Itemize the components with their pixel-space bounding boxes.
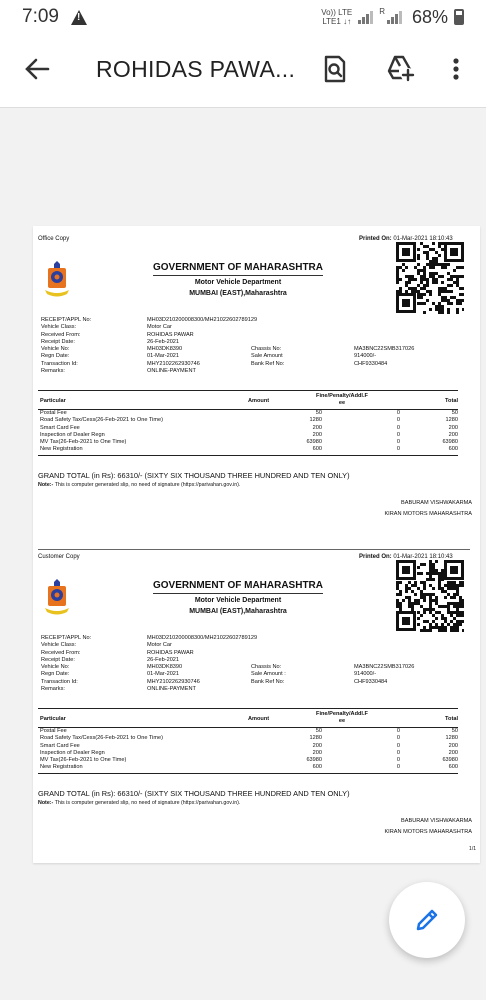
fee-fine: 0 (396, 410, 400, 416)
fee-fine: 0 (396, 764, 400, 771)
detail-row (41, 324, 461, 331)
detail-row (41, 642, 461, 649)
detail-value: 26-Feb-2021 (147, 656, 180, 663)
fee-row (38, 750, 458, 757)
detail-label: Vehicle No: (41, 664, 70, 671)
detail-label: Regn Date: (41, 671, 70, 678)
detail-value: CHF9330484 (354, 678, 388, 685)
detail-label: Remarks: (41, 368, 65, 375)
document-title: ROHIDAS PAWA... (96, 56, 296, 82)
fee-row (38, 425, 458, 432)
fee-particular: Smart Card Fee (40, 742, 80, 749)
status-bar (0, 0, 486, 34)
fee-total: 50 (451, 410, 458, 416)
signatory-name: BABURAM VISHWAKARMA (401, 500, 472, 506)
fee-fine: 0 (396, 439, 400, 446)
detail-value: MHY2102262930746 (147, 360, 200, 367)
fee-row (38, 728, 458, 735)
detail-value: 914000/- (354, 671, 377, 678)
fee-particular: MV Tax(26-Feb-2021 to One Time) (40, 757, 127, 764)
fee-amount: 63980 (306, 757, 322, 764)
printed-on: Printed On: 01-Mar-2021 18:10:43 (359, 236, 453, 242)
fee-fine: 0 (396, 735, 400, 742)
detail-label: RECEIPT/APPL No: (41, 635, 92, 641)
warning-icon (71, 10, 87, 25)
detail-label: Transaction Id: (41, 678, 78, 685)
detail-row (41, 339, 461, 346)
search-document-icon[interactable] (320, 54, 350, 84)
detail-label: Sale Amount (251, 353, 283, 360)
receipt-office-copy (33, 226, 480, 516)
detail-value: 01-Mar-2021 (147, 671, 180, 678)
detail-row (41, 361, 461, 368)
signatory-org: KIRAN MOTORS MAHARASHTRA (384, 829, 472, 835)
government-title: GOVERNMENT OF MAHARASHTRA (153, 262, 323, 276)
copy-label: Office Copy (38, 236, 70, 242)
computer-generated-note: Note:- This is computer generated slip, no need of signature (https://parivahan.gov.in). (38, 800, 241, 806)
detail-row (41, 317, 461, 324)
signal-2-icon (387, 10, 402, 24)
detail-label: Bank Ref No: (251, 360, 285, 367)
fee-fine: 0 (396, 417, 400, 424)
detail-label: Vehicle Class: (41, 642, 77, 649)
fees-body (38, 410, 458, 454)
detail-label: Bank Ref No: (251, 678, 285, 685)
fee-fine: 0 (396, 728, 400, 734)
qr-code (396, 560, 464, 632)
fee-particular: Road Safety Tax/Cess(26-Feb-2021 to One Time) (40, 735, 164, 742)
app-bar (0, 34, 486, 108)
edit-fab[interactable] (389, 882, 465, 958)
copy-label: Customer Copy (38, 554, 80, 560)
maharashtra-emblem-icon (41, 578, 73, 618)
pdf-page[interactable] (33, 226, 480, 863)
detail-value: ONLINE-PAYMENT (147, 368, 196, 375)
fee-fine: 0 (396, 749, 400, 756)
detail-value: ONLINE-PAYMENT (147, 686, 196, 693)
fee-fine: 0 (396, 446, 400, 453)
office-city: MUMBAI (EAST),Maharashtra (189, 290, 287, 297)
fee-particular: Postal Fee (40, 410, 67, 416)
fees-bottom-rule (38, 455, 458, 456)
fee-row (38, 432, 458, 439)
receipt-details (41, 635, 461, 693)
fee-row (38, 417, 458, 424)
detail-row (41, 332, 461, 339)
department-name: Motor Vehicle Department (194, 597, 282, 604)
detail-label: Receipt Date: (41, 338, 75, 345)
qr-code (396, 242, 464, 314)
department-name: Motor Vehicle Department (194, 279, 282, 286)
detail-label: Vehicle Class: (41, 324, 77, 331)
fees-body (38, 728, 458, 772)
office-city: MUMBAI (EAST),Maharashtra (189, 608, 287, 615)
detail-row (41, 368, 461, 375)
receipt-details (41, 317, 461, 375)
detail-value: ROHIDAS PAWAR (147, 331, 194, 338)
fee-total: 200 (448, 424, 458, 431)
status-indicators (321, 7, 464, 28)
fee-fine: 0 (396, 757, 400, 764)
fee-particular: Road Safety Tax/Cess(26-Feb-2021 to One Time) (40, 417, 164, 424)
detail-value: MH03DK8390 (147, 346, 183, 353)
volte-lte-indicator: Vo)) LTE LTE1 ↓↑ (321, 8, 353, 26)
fee-total: 600 (448, 764, 458, 771)
detail-label: Received From: (41, 649, 81, 656)
detail-row (41, 679, 461, 686)
fee-total: 200 (448, 749, 458, 756)
fee-particular: Postal Fee (40, 728, 67, 734)
detail-value: 01-Mar-2021 (147, 353, 180, 360)
detail-value: Motor Car (147, 642, 172, 649)
fee-amount: 1280 (309, 417, 322, 424)
government-title: GOVERNMENT OF MAHARASHTRA (153, 580, 323, 594)
page-number: 1/1 (469, 846, 476, 852)
fee-amount: 63980 (306, 439, 322, 446)
fee-amount: 200 (312, 431, 322, 438)
signatory-name: BABURAM VISHWAKARMA (401, 818, 472, 824)
fee-particular: Inspection of Dealer Regn (40, 431, 105, 438)
fee-fine: 0 (396, 431, 400, 438)
detail-label: Sale Amount : (251, 671, 286, 678)
detail-value: MA3BNC22SMB317026 (354, 664, 415, 671)
fee-particular: New Registration (40, 764, 83, 771)
detail-row (41, 650, 461, 657)
fees-bottom-rule (38, 773, 458, 774)
signatory-org: KIRAN MOTORS MAHARASHTRA (384, 511, 472, 517)
fee-row (38, 735, 458, 742)
detail-row (41, 657, 461, 664)
detail-row (41, 635, 461, 642)
fee-total: 63980 (442, 439, 458, 446)
fee-total: 63980 (442, 757, 458, 764)
fee-row (38, 410, 458, 417)
fee-total: 1280 (445, 735, 458, 742)
detail-value: MH03D210200008300/MH21022602789129 (147, 635, 258, 641)
roaming-label: R (379, 6, 385, 16)
maharashtra-emblem-icon (41, 260, 73, 300)
detail-value: MH03DK8390 (147, 664, 183, 671)
fee-total: 200 (448, 742, 458, 749)
detail-value: Motor Car (147, 324, 172, 331)
detail-label: Received From: (41, 331, 81, 338)
more-vert-icon[interactable] (446, 54, 466, 84)
detail-row (41, 353, 461, 360)
battery-icon (454, 9, 464, 25)
fee-row (38, 764, 458, 771)
detail-label: Chassis No: (251, 664, 282, 671)
detail-value: CHF9330484 (354, 360, 388, 367)
fees-table (38, 708, 458, 774)
grand-total: GRAND TOTAL (in Rs): 66310/- (SIXTY SIX THOUSAND THREE HUNDRED AND TEN ONLY) (38, 471, 350, 480)
fee-particular: MV Tax(26-Feb-2021 to One Time) (40, 439, 127, 446)
fees-table (38, 390, 458, 456)
fee-amount: 50 (315, 728, 322, 734)
printed-on: Printed On: 01-Mar-2021 18:10:43 (359, 554, 453, 560)
fee-total: 600 (448, 446, 458, 453)
fee-amount: 200 (312, 749, 322, 756)
fee-particular: Smart Card Fee (40, 424, 80, 431)
detail-value: ROHIDAS PAWAR (147, 649, 194, 656)
detail-value: MHY2102262930746 (147, 678, 200, 685)
edit-pencil-icon (414, 907, 440, 933)
detail-label: Receipt Date: (41, 656, 75, 663)
detail-value: MA3BNC22SMB317026 (354, 346, 415, 353)
detail-label: Remarks: (41, 686, 65, 693)
fee-total: 200 (448, 431, 458, 438)
add-to-drive-icon[interactable] (384, 52, 416, 84)
detail-row (41, 671, 461, 678)
detail-row (41, 346, 461, 353)
detail-label: Transaction Id: (41, 360, 78, 367)
detail-value: 914000/- (354, 353, 377, 360)
fee-amount: 600 (312, 764, 322, 771)
detail-value: MH03D210200008300/MH21022602789129 (147, 317, 258, 323)
fee-amount: 200 (312, 742, 322, 749)
fee-particular: New Registration (40, 446, 83, 453)
fee-total: 1280 (445, 417, 458, 424)
fee-amount: 600 (312, 446, 322, 453)
fee-row (38, 757, 458, 764)
fee-amount: 50 (315, 410, 322, 416)
fee-fine: 0 (396, 424, 400, 431)
fee-particular: Inspection of Dealer Regn (40, 749, 105, 756)
fee-row (38, 446, 458, 453)
detail-label: Vehicle No: (41, 346, 70, 353)
detail-label: Regn Date: (41, 353, 70, 360)
back-arrow-icon[interactable] (22, 54, 52, 84)
detail-label: RECEIPT/APPL No: (41, 317, 92, 323)
computer-generated-note: Note:- This is computer generated slip, no need of signature (https://parivahan.gov.in). (38, 482, 241, 488)
fees-header: Particular Amount Fine/Penalty/Addl.F ee Total (38, 708, 458, 728)
detail-value: 26-Feb-2021 (147, 338, 180, 345)
detail-label: Chassis No: (251, 346, 282, 353)
detail-row (41, 686, 461, 693)
fees-header: Particular Amount Fine/Penalty/Addl.F ee Total (38, 390, 458, 410)
fee-amount: 200 (312, 424, 322, 431)
fee-fine: 0 (396, 742, 400, 749)
battery-percent: 68% (411, 6, 448, 27)
fee-row (38, 743, 458, 750)
fee-amount: 1280 (309, 735, 322, 742)
detail-row (41, 664, 461, 671)
grand-total: GRAND TOTAL (in Rs): 66310/- (SIXTY SIX THOUSAND THREE HUNDRED AND TEN ONLY) (38, 789, 350, 798)
status-time: 7:09 (22, 6, 59, 27)
signal-1-icon (358, 10, 373, 24)
receipt-customer-copy (33, 544, 480, 834)
fee-row (38, 439, 458, 446)
fee-total: 50 (451, 728, 458, 734)
